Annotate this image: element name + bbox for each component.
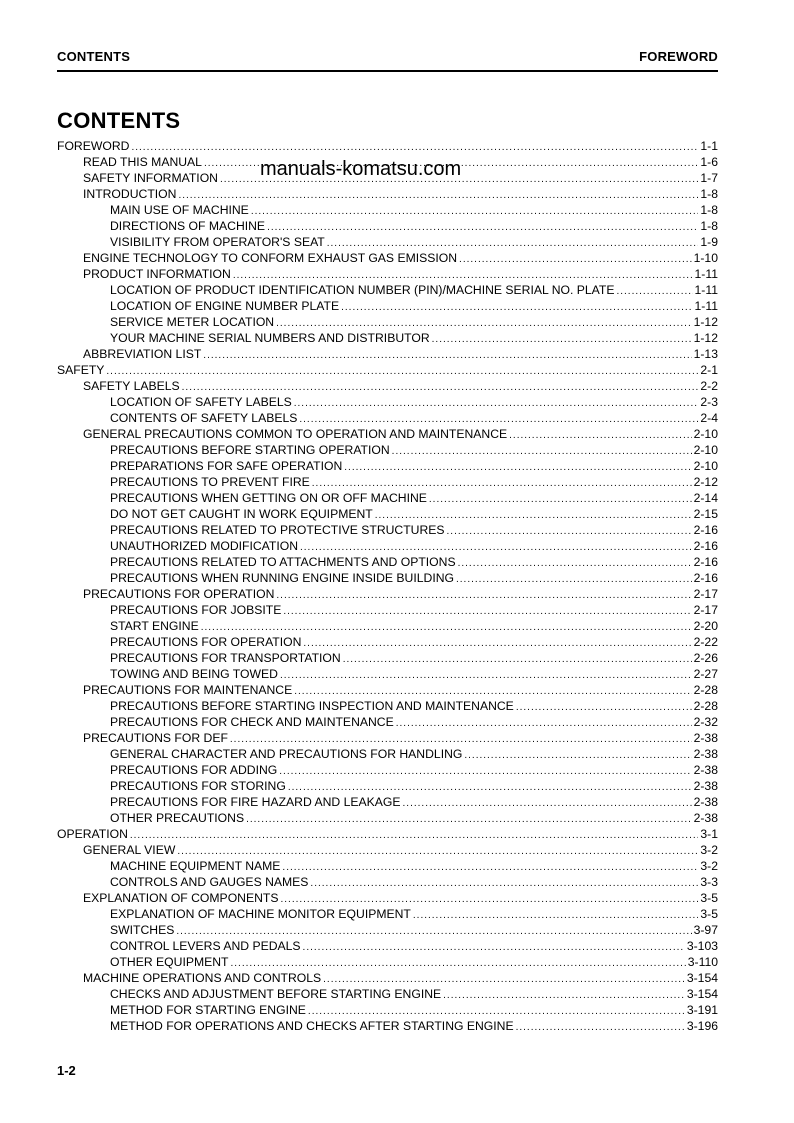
toc-dot-leader [403, 796, 692, 812]
toc-dot-leader [282, 860, 698, 876]
toc-entry-page: 2-10 [693, 427, 718, 441]
toc-entry-page: 1-1 [700, 139, 718, 153]
toc-entry-title: METHOD FOR OPERATIONS AND CHECKS AFTER STARTING ENGINE [110, 1019, 514, 1033]
toc-dot-leader [130, 828, 699, 844]
toc-dot-leader [267, 220, 698, 236]
toc-entry[interactable] [57, 218, 718, 234]
toc-entry-page: 3-97 [693, 923, 718, 937]
toc-dot-leader [251, 204, 699, 220]
toc-entry-title: PRODUCT INFORMATION [83, 267, 231, 281]
toc-entry[interactable] [57, 650, 718, 666]
toc-entry-page: 2-26 [693, 651, 718, 665]
toc-dot-leader [616, 284, 692, 300]
toc-entry-title: SAFETY INFORMATION [83, 171, 218, 185]
toc-entry-page: 2-38 [693, 731, 718, 745]
toc-entry[interactable] [57, 250, 718, 266]
toc-entry-title: CHECKS AND ADJUSTMENT BEFORE STARTING ENGINE [110, 987, 442, 1001]
toc-entry-page: 2-14 [693, 491, 718, 505]
toc-entry[interactable] [57, 506, 718, 522]
toc-entry-page: 2-17 [693, 587, 718, 601]
toc-entry[interactable] [57, 810, 718, 826]
toc-entry-page: 2-16 [693, 571, 718, 585]
toc-entry[interactable] [57, 570, 718, 586]
toc-entry[interactable] [57, 970, 718, 986]
toc-entry-page: 2-16 [693, 523, 718, 537]
toc-entry-title: PRECAUTIONS FOR OPERATION [110, 635, 302, 649]
toc-dot-leader [447, 524, 692, 540]
toc-entry-page: 3-3 [700, 875, 718, 889]
toc-entry-title: LOCATION OF SAFETY LABELS [110, 395, 292, 409]
toc-entry[interactable] [57, 602, 718, 618]
toc-entry[interactable] [57, 298, 718, 314]
toc-entry-page: 2-10 [693, 443, 718, 457]
toc-dot-leader [432, 332, 692, 348]
toc-dot-leader [341, 300, 692, 316]
toc-entry[interactable] [57, 842, 718, 858]
toc-entry-title: CONTROL LEVERS AND PEDALS [110, 939, 301, 953]
toc-entry-title: GENERAL VIEW [83, 843, 176, 857]
toc-entry[interactable] [57, 234, 718, 250]
watermark: manuals-komatsu.com [260, 158, 462, 180]
toc-entry[interactable] [57, 634, 718, 650]
toc-entry[interactable] [57, 778, 718, 794]
toc-entry-title: ABBREVIATION LIST [83, 347, 202, 361]
toc-entry-title: DIRECTIONS OF MACHINE [110, 219, 266, 233]
toc-entry-title: LOCATION OF ENGINE NUMBER PLATE [110, 299, 340, 313]
toc-entry-title: PRECAUTIONS FOR ADDING [110, 763, 278, 777]
toc-entry-title: PRECAUTIONS FOR STORING [110, 779, 286, 793]
toc-entry[interactable] [57, 426, 718, 442]
toc-entry[interactable] [57, 282, 718, 298]
toc-entry-page: 2-38 [693, 795, 718, 809]
toc-entry-page: 1-8 [700, 187, 718, 201]
toc-entry-title: PRECAUTIONS FOR CHECK AND MAINTENANCE [110, 715, 394, 729]
toc-entry-title: PRECAUTIONS FOR MAINTENANCE [83, 683, 293, 697]
toc-entry-title: PRECAUTIONS BEFORE STARTING OPERATION [110, 443, 390, 457]
toc-entry[interactable] [57, 202, 718, 218]
toc-entry-title: SAFETY [57, 363, 105, 377]
toc-entry-title: DO NOT GET CAUGHT IN WORK EQUIPMENT [110, 507, 373, 521]
toc-entry-page: 2-28 [693, 683, 718, 697]
toc-dot-leader [280, 668, 692, 684]
toc-entry-page: 3-154 [686, 987, 718, 1001]
toc-entry[interactable] [57, 874, 718, 890]
header-section-label: CONTENTS [57, 49, 131, 64]
toc-entry-page: 1-6 [700, 155, 718, 169]
toc-dot-leader [294, 396, 699, 412]
toc-entry-page: 1-9 [700, 235, 718, 249]
toc-dot-leader [203, 348, 691, 364]
toc-entry-title: SAFETY LABELS [83, 379, 180, 393]
toc-entry[interactable] [57, 826, 718, 842]
toc-entry-title: PRECAUTIONS FOR JOBSITE [110, 603, 282, 617]
toc-entry-title: PRECAUTIONS RELATED TO ATTACHMENTS AND OPTIONS [110, 555, 456, 569]
toc-entry[interactable] [57, 906, 718, 922]
toc-entry[interactable] [57, 378, 718, 394]
toc-entry-title: CONTENTS OF SAFETY LABELS [110, 411, 298, 425]
header-chapter-label: FOREWORD [639, 49, 718, 64]
toc-entry[interactable] [57, 1018, 718, 1034]
toc-dot-leader [276, 588, 691, 604]
table-of-contents [57, 138, 718, 1034]
toc-dot-leader [516, 700, 692, 716]
toc-entry-title: PRECAUTIONS FOR OPERATION [83, 587, 275, 601]
toc-dot-leader [396, 716, 692, 732]
toc-entry-page: 1-13 [693, 347, 718, 361]
toc-dot-leader [343, 652, 692, 668]
toc-dot-leader [413, 908, 698, 924]
toc-entry[interactable] [57, 922, 718, 938]
toc-entry[interactable] [57, 730, 718, 746]
toc-entry[interactable] [57, 986, 718, 1002]
toc-entry[interactable] [57, 1002, 718, 1018]
toc-entry-page: 2-28 [693, 699, 718, 713]
toc-entry[interactable] [57, 410, 718, 426]
toc-entry-title: CONTROLS AND GAUGES NAMES [110, 875, 309, 889]
toc-dot-leader [303, 636, 691, 652]
toc-entry-page: 3-5 [700, 891, 718, 905]
toc-dot-leader [106, 364, 698, 380]
toc-entry-title: PRECAUTIONS WHEN GETTING ON OR OFF MACHINE [110, 491, 427, 505]
toc-entry[interactable] [57, 954, 718, 970]
toc-entry-title: MACHINE EQUIPMENT NAME [110, 859, 281, 873]
toc-entry-page: 1-12 [693, 315, 718, 329]
toc-entry[interactable] [57, 522, 718, 538]
toc-entry[interactable] [57, 538, 718, 554]
toc-entry-page: 3-191 [686, 1003, 718, 1017]
toc-dot-leader [178, 188, 698, 204]
toc-entry-page: 2-12 [693, 475, 718, 489]
toc-entry-title: OTHER PRECAUTIONS [110, 811, 245, 825]
toc-entry-page: 3-2 [700, 859, 718, 873]
toc-entry[interactable] [57, 186, 718, 202]
toc-entry[interactable] [57, 394, 718, 410]
toc-entry[interactable] [57, 938, 718, 954]
toc-entry-title: PRECAUTIONS RELATED TO PROTECTIVE STRUCTURES [110, 523, 445, 537]
toc-entry[interactable] [57, 330, 718, 346]
toc-entry-page: 3-154 [686, 971, 718, 985]
toc-entry[interactable] [57, 442, 718, 458]
toc-entry-page: 3-2 [700, 843, 718, 857]
toc-entry[interactable] [57, 890, 718, 906]
toc-dot-leader [246, 812, 692, 828]
toc-entry-page: 2-38 [693, 763, 718, 777]
toc-entry-page: 2-4 [700, 411, 718, 425]
toc-entry-page: 1-8 [700, 219, 718, 233]
toc-entry-page: 1-11 [694, 299, 718, 313]
toc-dot-leader [344, 460, 691, 476]
toc-entry[interactable] [57, 746, 718, 762]
toc-dot-leader [458, 556, 692, 572]
toc-entry[interactable] [57, 314, 718, 330]
toc-entry-title: FOREWORD [57, 139, 130, 153]
toc-entry-page: 2-38 [693, 747, 718, 761]
toc-dot-leader [283, 604, 691, 620]
toc-entry-title: START ENGINE [110, 619, 199, 633]
toc-entry[interactable] [57, 618, 718, 634]
toc-dot-leader [310, 876, 698, 892]
toc-dot-leader [429, 492, 692, 508]
toc-dot-leader [303, 940, 685, 956]
toc-entry-page: 1-10 [693, 251, 718, 265]
toc-dot-leader [392, 444, 692, 460]
toc-entry[interactable] [57, 474, 718, 490]
toc-entry-title: PRECAUTIONS TO PREVENT FIRE [110, 475, 310, 489]
toc-entry-page: 1-7 [700, 171, 718, 185]
toc-entry[interactable] [57, 362, 718, 378]
toc-entry-page: 2-16 [693, 555, 718, 569]
toc-entry-title: MAIN USE OF MACHINE [110, 203, 249, 217]
toc-dot-leader [279, 764, 691, 780]
toc-entry-title: GENERAL PRECAUTIONS COMMON TO OPERATION AND MAINTENANCE [83, 427, 508, 441]
toc-dot-leader [509, 428, 691, 444]
toc-entry-page: 2-15 [693, 507, 718, 521]
toc-dot-leader [459, 252, 692, 268]
page-number: 1-2 [57, 1063, 76, 1078]
toc-entry[interactable] [57, 266, 718, 282]
toc-entry-title: GENERAL CHARACTER AND PRECAUTIONS FOR HANDLING [110, 747, 463, 761]
toc-dot-leader [456, 572, 692, 588]
toc-entry-title: LOCATION OF PRODUCT IDENTIFICATION NUMBER (PIN)/MACHINE SERIAL NO. PLATE [110, 283, 615, 297]
toc-entry-page: 2-22 [693, 635, 718, 649]
toc-entry-page: 2-32 [693, 715, 718, 729]
toc-dot-leader [131, 140, 698, 156]
toc-entry-title: PRECAUTIONS FOR DEF [83, 731, 228, 745]
toc-entry-title: PRECAUTIONS BEFORE STARTING INSPECTION AND MAINTENANCE [110, 699, 514, 713]
toc-entry-page: 3-5 [700, 907, 718, 921]
toc-entry[interactable] [57, 554, 718, 570]
toc-entry-title: TOWING AND BEING TOWED [110, 667, 278, 681]
toc-entry-page: 2-10 [693, 459, 718, 473]
toc-entry-page: 2-16 [693, 539, 718, 553]
toc-entry-page: 2-20 [693, 619, 718, 633]
toc-entry[interactable] [57, 458, 718, 474]
toc-entry-page: 2-27 [693, 667, 718, 681]
toc-entry-page: 1-11 [694, 283, 718, 297]
toc-entry-page: 2-38 [693, 811, 718, 825]
toc-dot-leader [443, 988, 685, 1004]
toc-entry[interactable] [57, 346, 718, 362]
toc-entry-title: EXPLANATION OF MACHINE MONITOR EQUIPMENT [110, 907, 411, 921]
toc-entry-title: VISIBILITY FROM OPERATOR'S SEAT [110, 235, 325, 249]
toc-entry-page: 3-110 [687, 955, 718, 969]
toc-entry[interactable] [57, 794, 718, 810]
toc-entry-title: ENGINE TECHNOLOGY TO CONFORM EXHAUST GAS EMISSION [83, 251, 458, 265]
toc-entry[interactable] [57, 682, 718, 698]
toc-entry-title: EXPLANATION OF COMPONENTS [83, 891, 279, 905]
toc-entry[interactable] [57, 762, 718, 778]
toc-entry[interactable] [57, 698, 718, 714]
page-header [57, 48, 718, 72]
toc-entry-page: 3-196 [686, 1019, 718, 1033]
toc-entry-title: INTRODUCTION [83, 187, 177, 201]
toc-entry-page: 1-8 [700, 203, 718, 217]
toc-entry[interactable] [57, 490, 718, 506]
toc-entry[interactable] [57, 138, 718, 154]
toc-entry-title: OTHER EQUIPMENT [110, 955, 229, 969]
toc-entry-page: 2-1 [700, 363, 718, 377]
toc-entry-title: OPERATION [57, 827, 128, 841]
toc-dot-leader [516, 1020, 685, 1036]
toc-entry-page: 3-103 [686, 939, 718, 953]
toc-entry-title: PRECAUTIONS FOR FIRE HAZARD AND LEAKAGE [110, 795, 401, 809]
toc-entry-page: 3-1 [700, 827, 718, 841]
toc-entry-title: SWITCHES [110, 923, 175, 937]
toc-entry[interactable] [57, 666, 718, 682]
toc-entry-page: 1-11 [694, 267, 718, 281]
toc-entry-title: UNAUTHORIZED MODIFICATION [110, 539, 298, 553]
toc-entry-title: PREPARATIONS FOR SAFE OPERATION [110, 459, 343, 473]
page-title: CONTENTS [57, 108, 181, 133]
toc-entry-title: READ THIS MANUAL [83, 155, 202, 169]
toc-entry-title: PRECAUTIONS WHEN RUNNING ENGINE INSIDE BUILDING [110, 571, 454, 585]
toc-entry-title: METHOD FOR STARTING ENGINE [110, 1003, 306, 1017]
toc-entry-title: PRECAUTIONS FOR TRANSPORTATION [110, 651, 341, 665]
toc-entry-page: 1-12 [693, 331, 718, 345]
toc-entry-page: 2-38 [693, 779, 718, 793]
toc-entry-title: SERVICE METER LOCATION [110, 315, 275, 329]
toc-entry-page: 2-2 [700, 379, 718, 393]
toc-entry-title: MACHINE OPERATIONS AND CONTROLS [83, 971, 322, 985]
toc-entry[interactable] [57, 714, 718, 730]
toc-entry-page: 2-3 [700, 395, 718, 409]
toc-entry[interactable] [57, 858, 718, 874]
toc-entry-page: 2-17 [693, 603, 718, 617]
toc-entry[interactable] [57, 586, 718, 602]
toc-entry-title: YOUR MACHINE SERIAL NUMBERS AND DISTRIBUTOR [110, 331, 430, 345]
toc-dot-leader [464, 748, 691, 764]
